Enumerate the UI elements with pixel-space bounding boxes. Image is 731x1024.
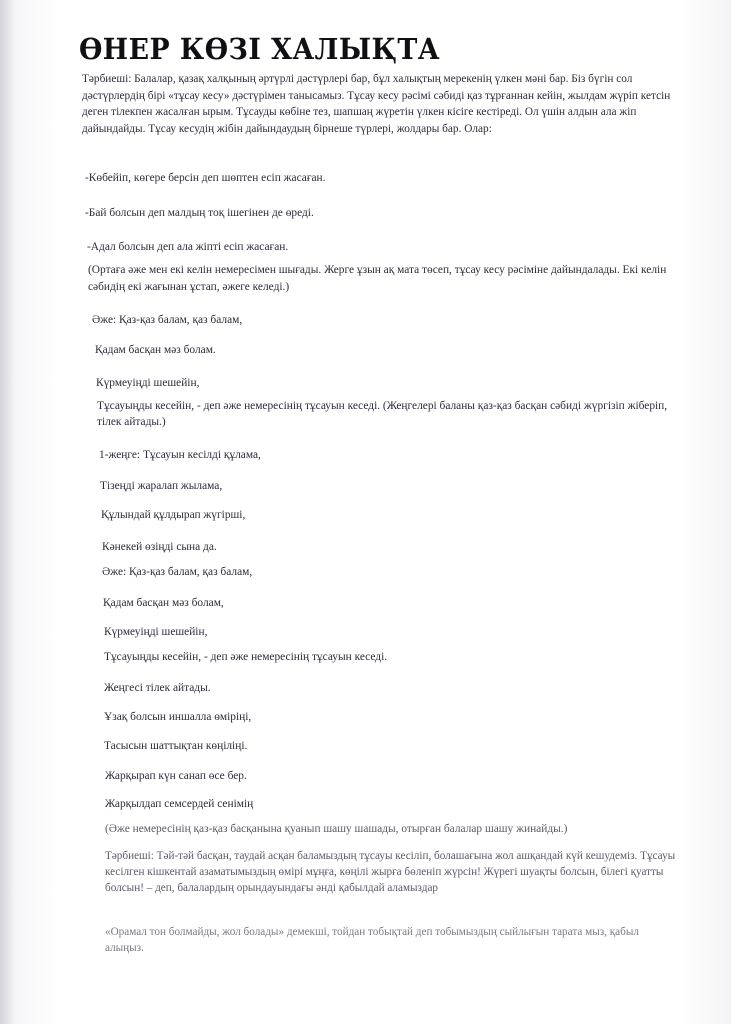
closing-note: (Әже немересінің қаз-қаз басқанына қуанып шашу шашады, отырған балалар шашу жинайды.) xyxy=(105,823,568,835)
verse1-line-1: Әже: Қаз-қаз балам, қаз балам, xyxy=(92,314,243,326)
final-paragraph: «Орамал тон болмайды, жол болады» демекші, тойдан тобықтай деп тобымыздың сыйлығын тарата мыз, қабыл алыңыз. xyxy=(105,926,639,955)
verse2-line-2: Тізеңді жаралап жылама, xyxy=(100,480,223,492)
verse2-line-7: Күрмеуіңді шешейін, xyxy=(104,626,208,638)
verse2-line-6: Қадам басқан мәз болам, xyxy=(103,597,224,609)
verse2-line-9: Жеңгесі тілек айтады. xyxy=(104,682,211,694)
type-line-1: -Көбейіп, көгере берсін деп шөптен есіп жасаған. xyxy=(85,172,326,184)
verse2-line-12: Жарқырап күн санап өсе бер. xyxy=(105,770,247,782)
verse2-line-10: Ұзақ болсын иншалла өміріңі, xyxy=(104,711,252,723)
teacher-paragraph: Тәрбиеші: Тәй-тәй басқан, таудай асқан баламыздың тұсауы кесіліп, болашағына жол ашқандай күй кешудеміз. Тұсауы кесілген кішкентай азаматымыздың өмірі мұңға, көңілі жырға бөленіп жүрсін! Жүрегі шуақты болсын, білегі қуатты болсын! – деп, балалардың орындауындағы әнді қабылдай аламыздар xyxy=(105,850,676,895)
verse2-line-8: Тұсауыңды кесейін, - деп әже немересінің тұсауын кеседі. xyxy=(104,651,388,663)
verse2-line-11: Тасысын шаттықтан көңіліңі. xyxy=(104,740,248,752)
verse2-line-3: Құлындай құлдырап жүгірші, xyxy=(101,509,246,521)
page-edge-shadow xyxy=(0,0,14,1024)
verse2-line-5: Әже: Қаз-қаз балам, қаз балам, xyxy=(102,566,253,578)
stage-note: (Ортаға әже мен екі келін немересімен шығады. Жерге ұзын ақ мата төсеп, тұсау кесу рәсіміне дайындалады. Екі келін сәбидің екі жағынан ұстап, әжеге келеді.) xyxy=(88,264,667,293)
verse2-line-13: Жарқылдап семсердей сенімің xyxy=(105,798,254,810)
verse1-line-2: Қадам басқан мәз болам. xyxy=(95,344,216,356)
type-line-2: -Бай болсын деп малдың тоқ ішегінен де өреді. xyxy=(85,207,314,219)
page-title: ӨНЕР КӨЗІ ХАЛЫҚТА xyxy=(79,32,441,66)
verse2-line-1: 1-жеңге: Тұсауын кесілді құлама, xyxy=(99,449,261,461)
verse1-line-3: Күрмеуіңді шешейін, xyxy=(96,377,200,389)
type-line-3: -Адал болсын деп ала жіпті есіп жасаған. xyxy=(87,241,289,253)
intro-paragraph: Тәрбиеші: Балалар, қазақ халқының әртүрлі дәстүрлері бар, бұл халықтың мерекенің үлкен мәні бар. Біз бүгін сол дәстүрлердің бірі «тұсау кесу» дәстүрімен танысамыз. Тұсау кесу рәсімі сәбиді қаз тұрғаннан кейін, жылдам жүріп кетсін деген тілекпен жасалған ырым. Тұсауды көбіне тез, шапшаң жүретін үлкен кісіге кестіреді. Ол үшін алдын ала жіп дайындайды. Тұсау кесудің жібін дайындаудың бірнеше түрлері, жолдары бар. Олар: xyxy=(82,73,671,135)
verse2-line-4: Кәнекей өзіңді сына да. xyxy=(102,541,217,553)
verse1-ending: Тұсауыңды кесейін, - деп әже немересінің тұсауын кеседі. (Жеңгелері баланы қаз-қаз басқан сәбиді жүргізіп жіберіп, тілек айтады.) xyxy=(97,400,668,428)
